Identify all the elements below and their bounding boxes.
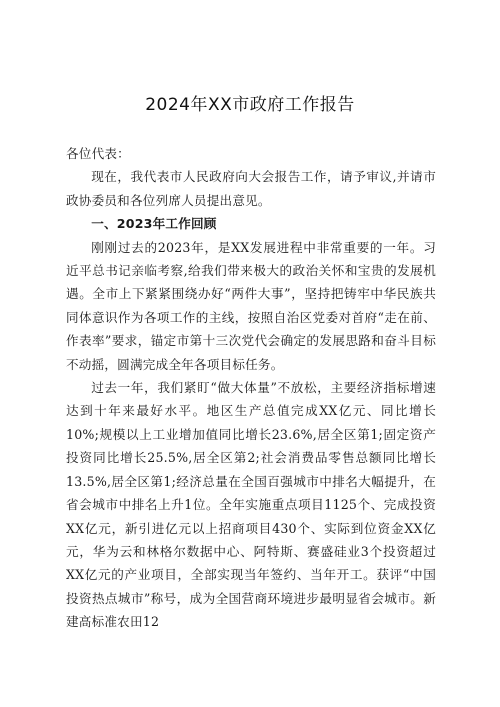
intro-paragraph: 现在，我代表市人民政府向大会报告工作，请予审议,并请市政协委员和各位列席人员提出意见。 <box>66 169 436 208</box>
greeting: 各位代表： <box>66 146 130 161</box>
document-title: 2024年XX市政府工作报告 <box>145 95 355 115</box>
document-body <box>66 142 436 634</box>
paragraph-2: 过去一年，我们紧盯“做大体量”不放松，主要经济指标增速达到十年来最好水平。地区生产总值完成XX亿元、同比增长10%;规模以上工业增加值同比增长23.6%,居全区第1;固定资产投资同比增长25.5%,居全区第2;社会消费品零售总额同比增长13.5%,居全区第1;经济总量在全国百强城市中排名大幅提升，在省会城市中排名上升1位。全年实施重点项目1125个、完成投资XX亿元，新引进亿元以上招商项目430个、实际到位资金XX亿元，华为云和林格尔数据中心、阿特斯、赛盛硅业3个投资超过XX亿元的产业项目，全部实现当年签约、当年开工。获评“中国投资热点城市”称号，成为全国营商环境进步最明显省会城市。新建高标准农田12 <box>66 380 436 630</box>
section-heading: 一、2023年工作回顾 <box>91 216 217 232</box>
paragraph-1: 刚刚过去的2023年，是XX发展进程中非常重要的一年。习近平总书记亲临考察,给我们带来极大的政治关怀和宝贵的发展机遇。全市上下紧紧围绕办好“两件大事”，坚持把铸牢中华民族共同体意识作为各项工作的主线，按照自治区党委对首府“走在前、作表率”要求，锚定市第十三次党代会确定的发展思路和奋斗目标不动摇，圆满完成全年各项目标任务。 <box>66 239 436 372</box>
